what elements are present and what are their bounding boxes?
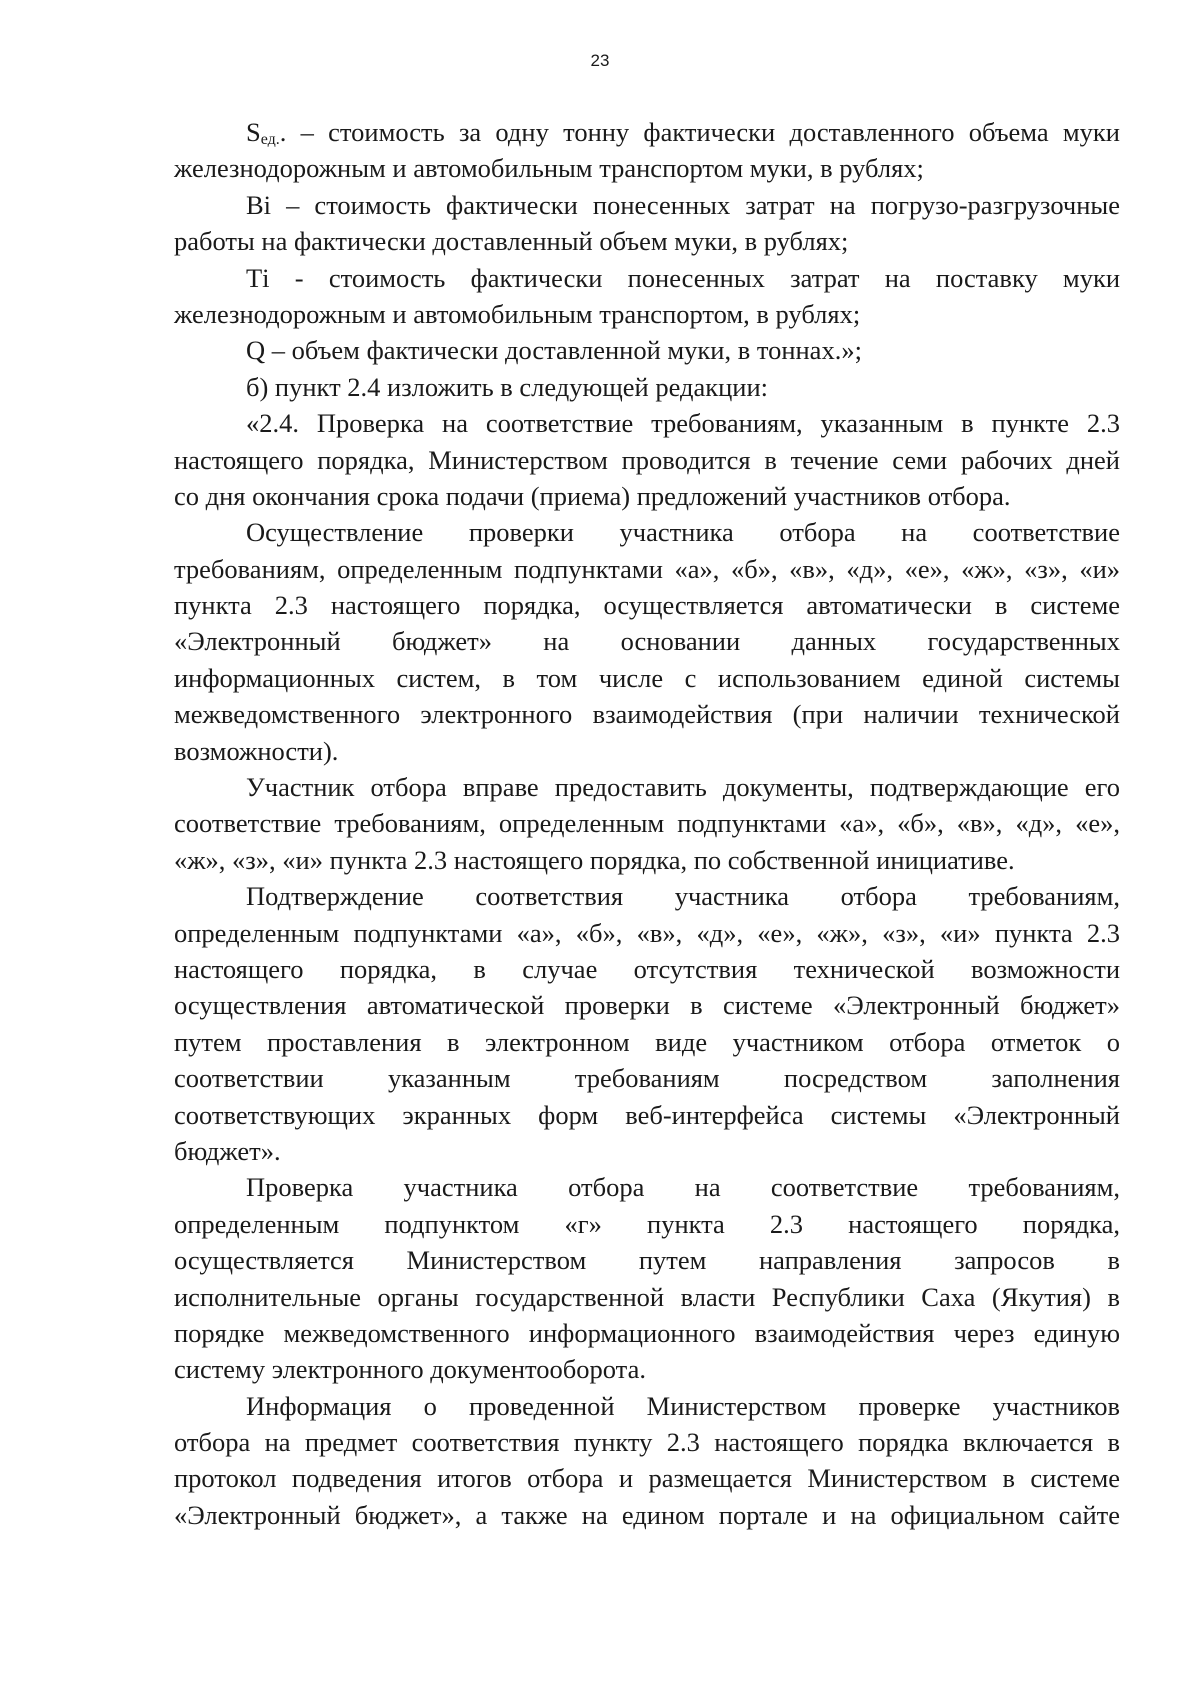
text-line: систему электронного документооборота.: [174, 1354, 646, 1385]
text-line: требованиям, определенным подпунктами «а», «б», «в», «д», «е», «ж», «з», «и»: [174, 553, 1120, 584]
text-line: Информация о проведенной Министерством проверке участников: [246, 1390, 1120, 1421]
text-line: путем проставления в электронном виде участником отбора отметок о: [174, 1026, 1120, 1057]
text-line: Осуществление проверки участника отбора на соответствие: [246, 517, 1120, 548]
unit-symbol: S: [246, 117, 261, 147]
text-line: «Электронный бюджет», а также на едином портале и на официальном сайте: [174, 1499, 1120, 1530]
text-line: настоящего порядка, Министерством проводится в течение семи рабочих дней: [174, 444, 1120, 475]
text-line: соответствующих экранных форм веб-интерфейса системы «Электронный: [174, 1099, 1120, 1130]
text-line: межведомственного электронного взаимодействия (при наличии технической: [174, 699, 1120, 730]
text-line: Вi – стоимость фактически понесенных затрат на погрузо-разгрузочные: [246, 189, 1120, 220]
text-line: Проверка участника отбора на соответствие требованиям,: [246, 1172, 1120, 1203]
text-line: настоящего порядка, в случае отсутствия технической возможности: [174, 953, 1120, 984]
text-line: Участник отбора вправе предоставить документы, подтверждающие его: [246, 772, 1120, 803]
text-line: «ж», «з», «и» пункта 2.3 настоящего порядка, по собственной инициативе.: [174, 844, 1015, 875]
text-line: Подтверждение соответствия участника отбора требованиям,: [246, 881, 1120, 912]
text-line: возможности).: [174, 735, 339, 766]
text-line: определенным подпунктом «г» пункта 2.3 настоящего порядка,: [174, 1208, 1120, 1239]
text-line: [174, 114, 1120, 150]
text-line: протокол подведения итогов отбора и размещается Министерством в системе: [174, 1463, 1120, 1494]
text-line: б) пункт 2.4 изложить в следующей редакции:: [246, 371, 769, 402]
text-line: «2.4. Проверка на соответствие требованиям, указанным в пункте 2.3: [246, 408, 1120, 439]
text-line: работы на фактически доставленный объем муки, в рублях;: [174, 226, 849, 257]
body-text: [174, 114, 1120, 1533]
text-line-rest: . – стоимость за одну тонну фактически доставленного объема муки: [279, 117, 1120, 147]
text-line: информационных систем, в том числе с использованием единой системы: [174, 662, 1120, 693]
text-line: осуществления автоматической проверки в системе «Электронный бюджет»: [174, 990, 1120, 1021]
unit-symbol-subscript: ед.: [260, 131, 280, 148]
text-line: исполнительные органы государственной власти Республики Саха (Якутия) в: [174, 1281, 1120, 1312]
text-line: осуществляется Министерством путем направления запросов в: [174, 1245, 1120, 1276]
text-line: соответствии указанным требованиям посредством заполнения: [174, 1063, 1120, 1094]
page-number: 23: [590, 51, 610, 70]
text-line: определенным подпунктами «а», «б», «в», «д», «е», «ж», «з», «и» пункта 2.3: [174, 917, 1120, 948]
text-line: бюджет».: [174, 1135, 281, 1166]
text-line: пункта 2.3 настоящего порядка, осуществляется автоматически в системе: [174, 590, 1120, 621]
text-line: со дня окончания срока подачи (приема) предложений участников отбора.: [174, 480, 1011, 511]
text-line: «Электронный бюджет» на основании данных государственных: [174, 626, 1120, 657]
text-line: Тi - стоимость фактически понесенных затрат на поставку муки: [246, 262, 1120, 293]
text-line: железнодорожным и автомобильным транспортом муки, в рублях;: [174, 153, 924, 184]
text-line: отбора на предмет соответствия пункту 2.3 настоящего порядка включается в: [174, 1427, 1120, 1458]
text-line: соответствие требованиям, определенным подпунктами «а», «б», «в», «д», «е»,: [174, 808, 1120, 839]
text-line: порядке межведомственного информационного взаимодействия через единую: [174, 1317, 1120, 1348]
text-line: Q – объем фактически доставленной муки, в тоннах.»;: [246, 335, 862, 366]
text-line: железнодорожным и автомобильным транспортом, в рублях;: [174, 298, 861, 329]
